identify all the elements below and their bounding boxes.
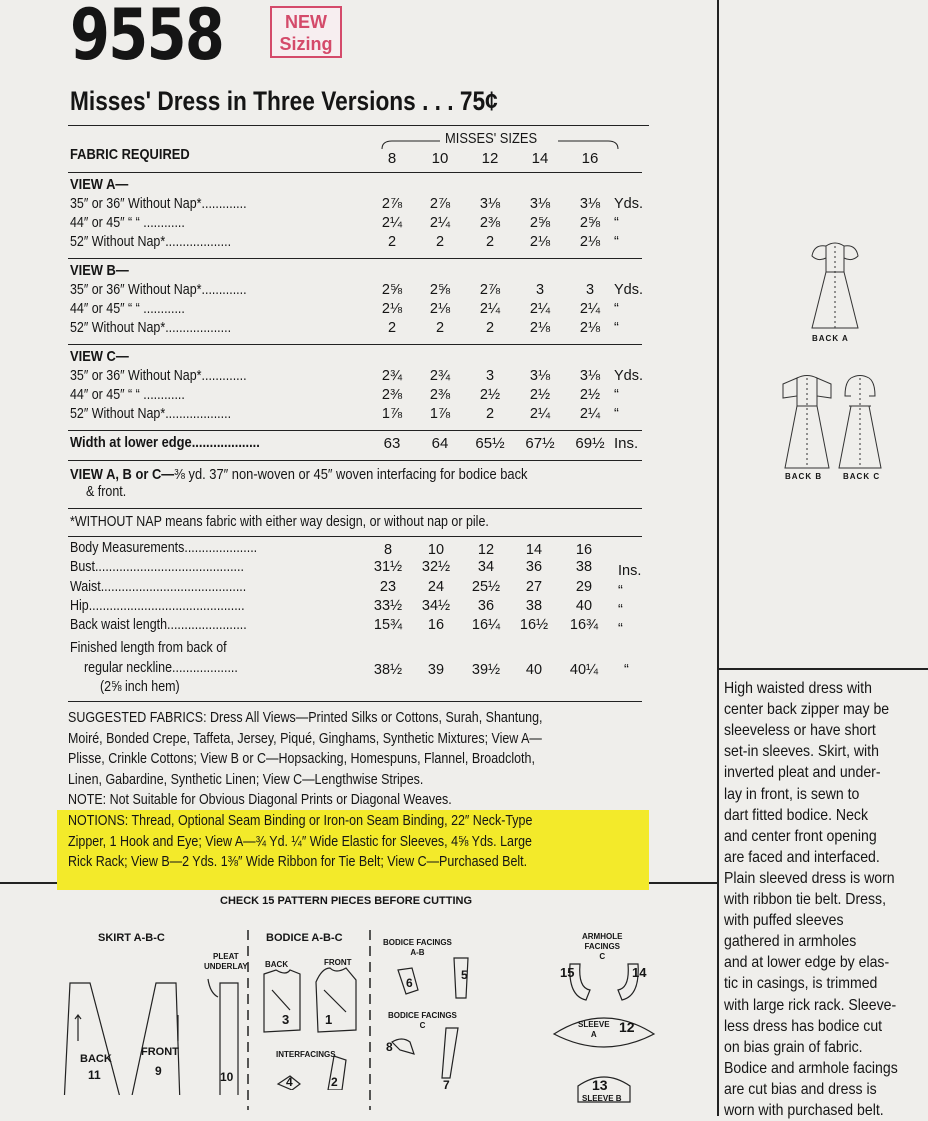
measurement-value: 8: [383, 542, 393, 558]
fabric-value: 2⅛: [529, 320, 551, 336]
fabric-value: 2: [387, 234, 397, 250]
fabric-value: 2¼: [479, 301, 501, 317]
description-line: sleeveless or have short: [724, 722, 876, 740]
fabric-value: 3⅛: [579, 196, 601, 212]
finished-value: 40: [525, 662, 543, 678]
sleeve-a-number: 12: [619, 1019, 635, 1035]
size-column-header: 14: [531, 150, 549, 167]
measurement-value: 40: [575, 597, 593, 614]
bodice-front-number: 1: [325, 1012, 333, 1027]
measurement-value: 16½: [519, 617, 549, 634]
fabrics-line: Moiré, Bonded Crepe, Taffeta, Jersey, Piqué, Ginghams, Synthetic Mixtures; View A—: [68, 730, 542, 747]
view-rule: [68, 172, 642, 173]
width-value: 65½: [475, 435, 505, 452]
description-line: Bodice and armhole facings: [724, 1059, 898, 1077]
measurement-unit: “: [618, 582, 623, 599]
measurement-value: 33½: [373, 597, 403, 614]
sleeve-b-number: 13: [592, 1077, 608, 1093]
measurement-value: 23: [379, 578, 397, 595]
fabric-row-label: 35″ or 36″ Without Nap*.............: [70, 368, 247, 384]
fabric-value: 2¼: [579, 301, 601, 317]
measurement-value: 15¾: [373, 617, 403, 634]
measurement-value: 16¾: [569, 617, 599, 634]
badge-line-1: NEW: [285, 12, 327, 32]
fabric-unit: Yds.: [614, 368, 644, 384]
measurement-unit: “: [618, 621, 623, 638]
bodice-back-number: 3: [282, 1012, 290, 1027]
fabric-value: 2: [435, 234, 445, 250]
finished-length-line-1: Finished length from back of: [70, 640, 227, 656]
pattern-number: 9558: [70, 0, 224, 76]
skirt-bodice-separator: [246, 930, 250, 1110]
fabric-value: 2⅛: [429, 301, 451, 317]
pattern-title: [70, 86, 498, 117]
measurement-value: 10: [427, 542, 445, 558]
interfacing-line-2: & front.: [86, 484, 127, 500]
facing-pieces-drawing: [380, 950, 490, 1090]
bodice-facings-separator: [368, 930, 372, 1110]
bodice-back-label: BACK: [265, 960, 289, 969]
back-a-label: BACK A: [812, 334, 849, 343]
description-line: worn with purchased belt.: [724, 1102, 884, 1119]
fabric-unit: Yds.: [614, 196, 644, 212]
description-line: Plain sleeved dress is worn: [724, 869, 895, 887]
fabric-value: 3⅛: [479, 196, 501, 212]
fabric-value: 2⅛: [529, 234, 551, 250]
fabric-row-label: 44″ or 45″ “ “ ............: [70, 215, 185, 231]
description-line: High waisted dress with: [724, 680, 872, 697]
skirt-front-number: 9: [155, 1064, 162, 1078]
pleat-line: UNDERLAY: [204, 962, 248, 971]
size-column-header: 12: [481, 150, 499, 167]
interfacing-views: VIEW A, B or C—: [70, 466, 175, 483]
fabric-value: 2: [485, 406, 495, 422]
fabric-value: 2⅛: [579, 320, 601, 336]
notions-line: NOTIONS: Thread, Optional Seam Binding or Iron-on Seam Binding, 22″ Neck-Type: [68, 813, 533, 829]
fabric-value: 2⅝: [429, 282, 451, 298]
fabric-value: 2¼: [381, 215, 403, 231]
fabric-unit: “: [614, 234, 619, 250]
sizes-bracket: [380, 137, 620, 151]
fabric-value: 2⅛: [381, 301, 403, 317]
size-column-header: 8: [387, 150, 397, 167]
sleeve-a-line: SLEEVE: [578, 1020, 610, 1029]
view-heading: VIEW A—: [70, 176, 129, 193]
fabric-value: 2⅞: [479, 282, 501, 298]
interfacing-text: ⅜ yd. 37″ non-woven or 45″ woven interfacing for bodice back: [174, 466, 528, 483]
fabric-row-label: 52″ Without Nap*...................: [70, 320, 232, 336]
fabric-value: 2½: [529, 387, 551, 403]
description-line: with puffed sleeves: [724, 912, 844, 930]
fabric-value: 2¼: [529, 406, 551, 422]
description-line: lay in front, is sewn to: [724, 785, 860, 803]
measurement-value: 38: [575, 559, 593, 576]
fabric-value: 2⅜: [479, 215, 501, 231]
measurement-unit: Ins.: [618, 563, 642, 580]
fabric-value: 3⅛: [579, 368, 601, 384]
nap-note: *WITHOUT NAP means fabric with either way design, or without nap or pile.: [70, 514, 489, 530]
notions: [68, 811, 532, 873]
notions-line: Rick Rack; View B—2 Yds. 1⅜″ Wide Ribbon for Tie Belt; View C—Purchased Belt.: [68, 854, 528, 870]
check-pieces-note: CHECK 15 PATTERN PIECES BEFORE CUTTING: [220, 895, 473, 907]
fabric-value: 2: [387, 320, 397, 336]
measurement-value: 16: [427, 617, 445, 634]
fabric-value: 3⅛: [529, 196, 551, 212]
fabric-unit: “: [614, 215, 619, 231]
underlay-number: 10: [220, 1070, 234, 1084]
nap-rule: [68, 536, 642, 537]
fabric-required-heading: FABRIC REQUIRED: [70, 146, 190, 163]
size-column-header: 10: [431, 150, 449, 167]
description-line: gathered in armholes: [724, 933, 857, 951]
sleeve-a-label: [578, 1020, 610, 1040]
fabric-value: 2⅝: [529, 215, 551, 231]
description-line: tic in casings, is trimmed: [724, 975, 878, 993]
description-line: inverted pleat and under-: [724, 764, 881, 782]
fabric-value: 3: [485, 368, 495, 384]
pleat-line: PLEAT: [213, 952, 239, 961]
view-heading: VIEW B—: [70, 262, 129, 279]
finished-value: 38½: [373, 662, 403, 678]
view-rule: [68, 344, 642, 345]
fabric-value: 1⅞: [429, 406, 451, 422]
measurement-label: Hip.............................................: [70, 597, 245, 614]
price: . . . 75¢: [422, 86, 498, 116]
description-line: with large rick rack. Sleeve-: [724, 996, 897, 1014]
measurement-value: 27: [525, 578, 543, 595]
armhole-line: C: [599, 952, 606, 961]
title-rule: [68, 125, 649, 126]
fabric-row-label: 52″ Without Nap*...................: [70, 406, 232, 422]
view-rule: [68, 258, 642, 259]
fabric-value: 2⅜: [429, 387, 451, 403]
interfacing-note: [70, 466, 528, 483]
description-line: on bias grain of fabric.: [724, 1038, 863, 1056]
fabric-value: 2¼: [579, 406, 601, 422]
skirt-back-number: 11: [88, 1068, 101, 1082]
fabrics-line: SUGGESTED FABRICS: Dress All Views—Printed Silks or Cottons, Surah, Shantung,: [68, 710, 543, 726]
measurement-value: 12: [477, 542, 495, 558]
measurement-value: 16: [575, 542, 593, 558]
fabric-row-label: 44″ or 45″ “ “ ............: [70, 387, 185, 403]
fabric-value: 3: [585, 282, 595, 298]
measurement-value: 31½: [373, 559, 403, 576]
back-view-b-sketch: [777, 370, 837, 470]
facings-ab-line: BODICE FACINGS: [383, 938, 452, 947]
measurement-value: 34: [477, 559, 495, 576]
description-line: and center front opening: [724, 827, 877, 845]
fabric-value: 2: [485, 234, 495, 250]
facings-ab-line: A-B: [410, 948, 425, 957]
fabric-value: 2⅝: [381, 282, 403, 298]
facings-c-line: BODICE FACINGS: [388, 1011, 457, 1020]
description-line: set-in sleeves. Skirt, with: [724, 743, 879, 761]
fabric-unit: “: [614, 301, 619, 317]
back-c-label: BACK C: [843, 472, 881, 481]
description-line: center back zipper may be: [724, 701, 890, 719]
fabric-value: 2¼: [529, 301, 551, 317]
skirt-back-label: BACK: [80, 1053, 112, 1065]
fabric-value: 2½: [479, 387, 501, 403]
measurement-label: Back waist length.......................: [70, 617, 247, 634]
back-view-c-sketch: [835, 370, 885, 470]
measurement-unit: “: [618, 601, 623, 618]
fabrics-line: Plisse, Crinkle Cottons; View B or C—Hopsacking, Homespuns, Flannel, Broadcloth,: [68, 751, 535, 767]
armhole-front-number: 14: [632, 965, 647, 980]
measurement-value: 25½: [471, 578, 501, 595]
bodice-pieces-drawing: [256, 960, 366, 1090]
fabric-row-label: 35″ or 36″ Without Nap*.............: [70, 196, 247, 212]
description-line: and at lower edge by elas-: [724, 954, 890, 972]
fabric-unit: “: [614, 406, 619, 422]
sizes-label: MISSES' SIZES: [445, 130, 538, 147]
finished-length-line-3: (2⅝ inch hem): [100, 679, 180, 695]
interfacing-back-number: 4: [286, 1075, 293, 1089]
measurement-value: 38: [525, 597, 543, 614]
interfacing-front-number: 2: [331, 1075, 338, 1089]
fabric-unit: Yds.: [614, 282, 644, 298]
skirt-pieces-drawing: [60, 975, 240, 1095]
fabric-value: 2¾: [381, 368, 403, 384]
notions-line: Zipper, 1 Hook and Eye; View A—¾ Yd. ¼″ Wide Elastic for Sleeves, 4⅝ Yds. Large: [68, 833, 532, 850]
fabric-unit: “: [614, 387, 619, 403]
fabric-value: 2: [485, 320, 495, 336]
finished-rule: [68, 701, 642, 702]
measurement-label: Waist..........................................: [70, 578, 247, 595]
measurement-label: Body Measurements.....................: [70, 540, 258, 556]
facing-ab-back-number: 6: [406, 976, 413, 990]
facing-c-front-number: 7: [443, 1078, 450, 1092]
measurement-value: 34½: [421, 597, 451, 614]
width-value: 63: [383, 435, 401, 452]
badge-line-2: Sizing: [279, 34, 333, 54]
fabrics-line: Linen, Gabardine, Synthetic Linen; View C—Lengthwise Stripes.: [68, 771, 424, 788]
width-unit: Ins.: [614, 435, 639, 452]
size-column-header: 16: [581, 150, 599, 167]
width-row-label: Width at lower edge...................: [70, 434, 260, 451]
pleat-label: [204, 952, 248, 972]
bodice-heading: BODICE A-B-C: [266, 932, 343, 944]
armhole-line: ARMHOLE: [582, 932, 623, 941]
skirt-front-label: FRONT: [141, 1046, 179, 1058]
width-bottom-rule: [68, 460, 642, 461]
fabric-value: 2⅜: [381, 387, 403, 403]
back-b-label: BACK B: [785, 472, 823, 481]
description-line: less dress has bodice cut: [724, 1017, 883, 1035]
fabrics-line: NOTE: Not Suitable for Obvious Diagonal Prints or Diagonal Weaves.: [68, 792, 452, 808]
description-top-rule: [717, 668, 928, 670]
width-value: 69½: [575, 435, 605, 452]
width-value: 64: [431, 435, 449, 452]
fabric-value: 2¾: [429, 368, 451, 384]
finished-unit: “: [624, 662, 629, 678]
width-rule: [68, 430, 642, 431]
measurement-value: 24: [427, 578, 445, 595]
fabric-row-label: 52″ Without Nap*...................: [70, 234, 232, 250]
fabric-value: 2½: [579, 387, 601, 403]
finished-value: 40¼: [569, 662, 599, 678]
description-line: dart fitted bodice. Neck: [724, 806, 869, 824]
measurement-label: Bust...........................................: [70, 559, 244, 576]
fabric-row-label: 35″ or 36″ Without Nap*.............: [70, 282, 247, 298]
fabric-value: 2⅞: [381, 196, 403, 212]
armhole-line: FACINGS: [584, 942, 620, 951]
description-line: are cut bias and dress is: [724, 1080, 877, 1098]
fabric-value: 2¼: [429, 215, 451, 231]
fabric-value: 1⅞: [381, 406, 403, 422]
bodice-front-label: FRONT: [324, 958, 352, 967]
measurement-value: 36: [525, 559, 543, 576]
suggested-fabrics: [68, 708, 543, 811]
skirt-heading: SKIRT A-B-C: [98, 932, 165, 944]
description-line: with ribbon tie belt. Dress,: [724, 891, 886, 908]
fabric-value: 2⅞: [429, 196, 451, 212]
width-value: 67½: [525, 435, 555, 452]
back-view-a-sketch: [800, 232, 870, 332]
measurement-value: 36: [477, 597, 495, 614]
fabric-value: 3: [535, 282, 545, 298]
sleeve-b-label: SLEEVE B: [582, 1094, 622, 1103]
facing-c-back-number: 8: [386, 1040, 393, 1054]
measurement-value: 14: [525, 542, 543, 558]
view-heading: VIEW C—: [70, 348, 129, 365]
fabric-value: 2: [435, 320, 445, 336]
title-text: Misses' Dress in Three Versions: [70, 86, 416, 116]
facings-c-line: C: [419, 1021, 426, 1030]
finished-value: 39½: [471, 662, 501, 678]
sleeve-a-line: A: [590, 1030, 597, 1039]
fabric-value: 3⅛: [529, 368, 551, 384]
fabric-unit: “: [614, 320, 619, 336]
measurement-value: 32½: [421, 559, 451, 576]
finished-value: 39: [427, 662, 445, 678]
fabric-value: 2⅝: [579, 215, 601, 231]
measurement-value: 16¼: [471, 617, 501, 634]
facing-ab-front-number: 5: [461, 968, 468, 982]
fabric-value: 2⅛: [579, 234, 601, 250]
new-sizing-badge: [270, 6, 342, 58]
measurement-value: 29: [575, 578, 593, 595]
fabric-row-label: 44″ or 45″ “ “ ............: [70, 301, 185, 317]
finished-length-line-2: regular neckline...................: [84, 660, 238, 676]
armhole-back-number: 15: [560, 965, 575, 980]
description-line: are faced and interfaced.: [724, 848, 880, 866]
right-column-divider: [717, 0, 719, 1116]
interfacings-label: INTERFACINGS: [276, 1050, 336, 1059]
interfacing-rule: [68, 508, 642, 509]
